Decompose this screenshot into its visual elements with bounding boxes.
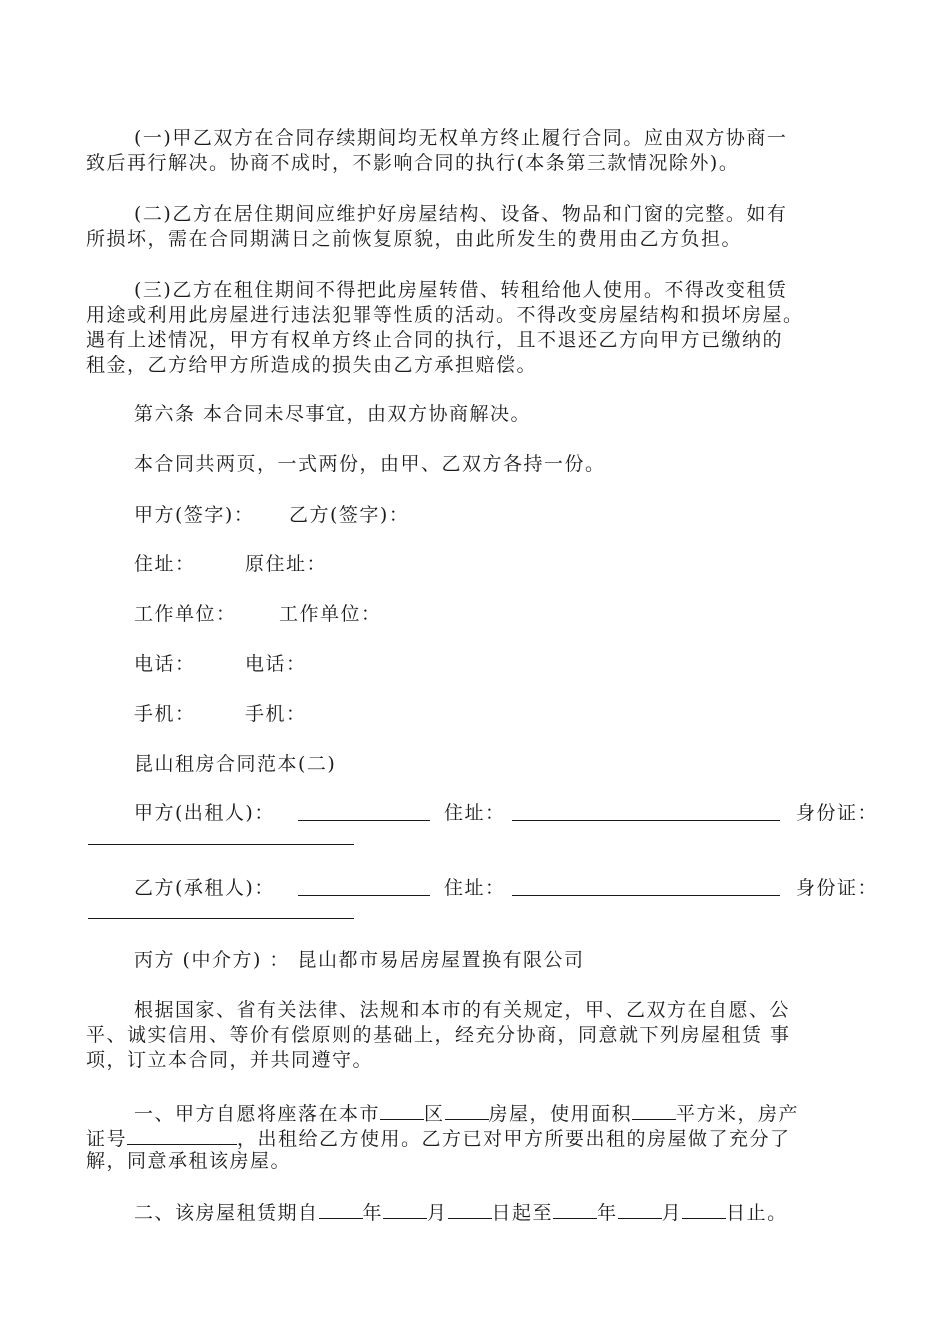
item-1-text-c: 房屋，使用面积 [488,1103,633,1125]
area-blank [632,1099,676,1120]
item-2-line-1 [134,1198,788,1225]
clause-3-line-3: 遇有上述情况，甲方有权单方终止合同的执行，且不退还乙方向甲方已缴纳的 [86,329,784,351]
party-a-name-blank [298,820,430,821]
item-2-text-c: 月 [427,1202,448,1224]
item-2-text-a: 二、该房屋租赁期自 [134,1202,319,1224]
party-b-address-blank [512,895,780,896]
party-a-id-blank [88,844,354,845]
item-1-text-f: ，出租给乙方使用。乙方已对甲方所要出租的房屋做了充分了 [237,1128,791,1150]
certificate-blank [127,1124,237,1145]
item-1-text-e: 证号 [86,1128,128,1150]
intro-line-3: 项，订立本合同，并共同遵守。 [86,1049,374,1071]
item-2-text-e: 年 [597,1202,618,1224]
template-2-title: 昆山租房合同范本(二) [134,753,337,775]
item-2-text-f: 月 [661,1202,683,1224]
item-1-line-2 [86,1124,791,1151]
party-b-lessee-label: 乙方(承租人)： [134,877,275,899]
party-b-address-label: 原住址： [245,553,328,575]
clause-2-line-2: 所损坏，需在合同期满日之前恢复原貌，由此所发生的费用由乙方负担。 [86,228,743,250]
item-1-line-3: 解，同意承租该房屋。 [86,1150,292,1172]
party-a-work-label: 工作单位： [134,603,237,625]
start-day-blank [448,1198,492,1219]
party-b-name-blank [298,895,430,896]
party-a-address-label-2: 住址： [444,802,506,824]
item-1-text-b: 区 [424,1103,445,1125]
party-b-id-label: 身份证： [796,877,879,899]
house-blank [445,1099,489,1120]
item-2-text-b: 年 [362,1202,384,1224]
district-blank [380,1099,424,1120]
pages-note: 本合同共两页，一式两份，由甲、乙双方各持一份。 [134,453,606,475]
end-day-blank [682,1198,726,1219]
party-a-address-label: 住址： [134,553,196,575]
item-1-text-d: 平方米，房产 [676,1103,800,1125]
party-a-lessor-label: 甲方(出租人)： [134,802,275,824]
start-year-blank [319,1198,363,1219]
party-a-mobile-label: 手机： [134,703,196,725]
item-1-text-a: 一、甲方自愿将座落在本市 [134,1103,381,1125]
party-a-address-blank [512,820,780,821]
clause-3-line-1: (三)乙方在租住期间不得把此房屋转借、转租给他人使用。不得改变租赁 [134,279,788,301]
party-b-address-label-2: 住址： [444,877,506,899]
clause-3-line-2: 用途或利用此房屋进行违法犯罪等性质的活动。不得改变房屋结构和损坏房屋。 [86,304,804,326]
end-month-blank [618,1198,662,1219]
start-month-blank [383,1198,427,1219]
item-2-text-d: 日起至 [491,1202,554,1224]
party-a-id-label: 身份证： [796,802,879,824]
item-2-text-g: 日止。 [726,1202,788,1224]
clause-1-line-2: 致后再行解决。协商不成时，不影响合同的执行(本条第三款情况除外)。 [86,152,740,174]
party-b-mobile-label: 手机： [245,703,307,725]
clause-3-line-4: 租金，乙方给甲方所造成的损失由乙方承担赔偿。 [86,354,538,376]
article-6: 第六条 本合同未尽事宜，由双方协商解决。 [134,403,532,425]
clause-1-line-1: (一)甲乙双方在合同存续期间均无权单方终止履行合同。应由双方协商一 [134,127,788,149]
party-a-signature-label: 甲方(签字)： [134,504,255,526]
party-b-phone-label: 电话： [245,653,307,675]
party-a-phone-label: 电话： [134,653,196,675]
party-b-id-blank [88,918,354,919]
intro-line-2: 平、诚实信用、等价有偿原则的基础上，经充分协商，同意就下列房屋租赁 事 [86,1024,791,1046]
intro-line-1: 根据国家、省有关法律、法规和本市的有关规定，甲、乙双方在自愿、公 [134,999,791,1021]
party-c-agent: 丙方 (中介方) ： 昆山都市易居房屋置换有限公司 [134,949,585,971]
item-1-line-1 [134,1099,799,1126]
end-year-blank [553,1198,597,1219]
clause-2-line-1: (二)乙方在居住期间应维护好房屋结构、设备、物品和门窗的完整。如有 [134,203,788,225]
party-b-signature-label: 乙方(签字)： [289,504,410,526]
party-b-work-label: 工作单位： [279,603,382,625]
